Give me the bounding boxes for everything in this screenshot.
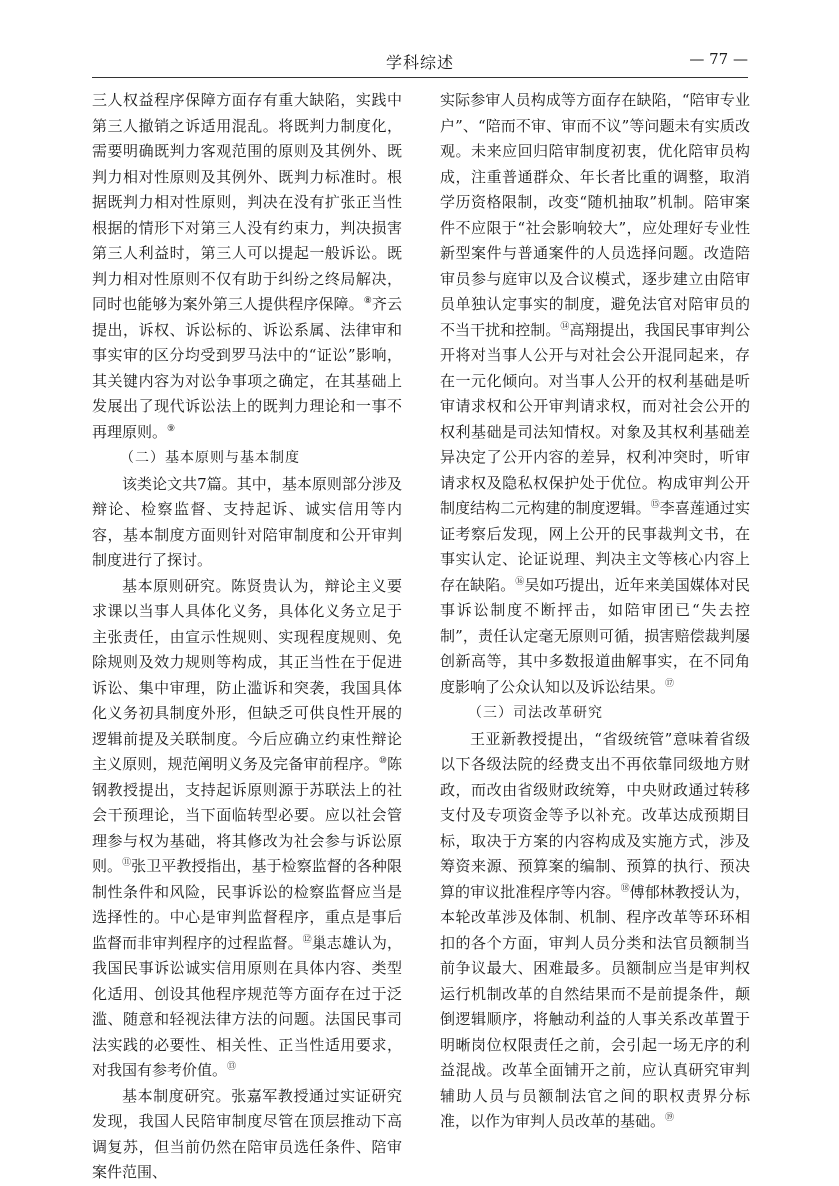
- section-heading: （三）司法改革研究: [468, 705, 603, 721]
- footnote-marker: ⑫: [302, 934, 312, 945]
- text-run: 基本制度研究。张嘉军教授通过实证研究发现，我国人民陪审制度尽管在顶层推动下高调复苏，但当前仍然在陪审员选任条件、陪审案件范围、: [92, 1086, 402, 1181]
- paragraph: [440, 88, 750, 700]
- text-run: 李喜莲通过实证考察后发现，网上公开的民事裁判文书，在事实认定、论证说理、判决主文等核心内容上存在缺陷。: [440, 499, 750, 594]
- footnote-marker: ⑪: [122, 858, 132, 868]
- text-run: 齐云提出，诉权、诉讼标的、诉讼系属、法律审和事实审的区分均受到罗马法中的“证讼”影响，其关键内容为对讼争事项之确定，在其基础上发展出了现代诉讼法上的既判力理论和一事不再理原则。: [92, 295, 402, 441]
- text-run: 该类论文共7篇。其中，基本原则部分涉及辩论、检察监督、支持起诉、诚实信用等内容，基本制度方面则针对陪审制度和公开审判制度进行了探讨。: [92, 474, 402, 569]
- footnote-marker: ⑰: [665, 678, 675, 689]
- paragraph: [92, 88, 402, 445]
- paragraph: [440, 727, 750, 1135]
- text-run: 三人权益程序保障方面存有重大缺陷，实践中第三人撤销之诉适用混乱。将既判力制度化，需要明确既判力客观范围的原则及其例外、既判力相对性原则及其例外、既判力标准时。根据既判力相对性原则，判决在没有扩张正当性根据的情形下对第三人没有约束力，判决损害第三人利益时，第三人可以提起一般诉讼。既判力相对性原则不仅有助于纠纷之终局解决，同时也能够为案外第三人提供程序保障。: [92, 91, 402, 313]
- footnote-marker: ⑮: [650, 500, 660, 510]
- text-run: 巢志雄认为，我国民事诉讼诚实信用原则在具体内容、类型化适用、创设其他程序规范等方面存在过于泛滥、随意和轻视法律方法的问题。法国民事司法实践的必要性、相关性、正当性适用要求，对我国有参考价值。: [92, 933, 402, 1079]
- text-run: 实际参审人员构成等方面存在缺陷，“陪审专业户”、“陪而不审、审而不议”等问题未有实质改观。未来应回归陪审制度初衷，优化陪审员构成，注重普通群众、年长者比重的调整，取消学历资格限制，改变“随机抽取”机制。陪审案件不应限于“社会影响较大”，应处理好专业性新型案件与普通案件的人员选择问题。改造陪审员参与庭审以及合议模式，逐步建立由陪审员单独认定事实的制度，避免法官对陪审员的不当干扰和控制。: [440, 91, 750, 339]
- text-run: 傅郁林教授认为，本轮改革涉及体制、机制、程序改革等环环相扣的各个方面，审判人员分类和法官员额制当前争议最大、困难最多。员额制应当是审判权运行机制改革的自然结果而不是前提条件，颠倒逻辑顺序，将触动利益的人事关系改革置于明晰岗位权限责任之前，会引起一场无序的利益混战。改革全面铺开之前，应认真研究审判辅助人员与员额制法官之间的职权责界分标准，以作为审判人员改革的基础。: [440, 882, 750, 1130]
- journal-section-title: 学科综述: [385, 53, 454, 72]
- text-run: 张卫平教授指出，基于检察监督的各种限制性条件和风险，民事诉讼的检察监督应当是选择性的。中心是审判监督程序，重点是事后监督而非审判程序的过程监督。: [92, 857, 402, 952]
- footnote-marker: ⑨: [167, 423, 176, 434]
- paragraph: [92, 472, 402, 574]
- paragraph: [92, 574, 402, 1084]
- footnote-marker: ⑱: [620, 883, 630, 894]
- section-heading: （二）基本原则与基本制度: [120, 450, 300, 466]
- footnote-marker: ⑩: [378, 756, 387, 766]
- left-column: [92, 88, 402, 1186]
- text-run: 基本原则研究。陈贤贵认为，辩论主义要求课以当事人具体化义务，具体化义务立足于主张责任，由宣示性规则、实现程度规则、免除规则及效力规则等构成，其正当性在于促进诉讼、集中审理，防止滥诉和突袭，我国具体化义务初具制度外形，但缺乏可供良性开展的逻辑前提及关联制度。今后应确立约束性辩论主义原则，规范阐明义务及完备审前程序。: [92, 576, 402, 773]
- footnote-marker: ⑯: [515, 576, 525, 587]
- text-run: 高翔提出，我国民事审判公开将对当事人公开与对社会公开混同起来，存在一元化倾向。对当事人公开的权利基础是听审请求权和公开审判请求权，而对社会公开的权利基础是司法知情权。对象及其权利基础差异决定了公开内容的差异，权利冲突时，听审请求权及隐私权保护处于优位。构成审判公开制度结构二元构建的制度逻辑。: [440, 320, 750, 517]
- text-run: 吴如巧提出，近年来美国媒体对民事诉讼制度不断抨击，如陪审团已“失去控制”，责任认定毫无原则可循，损害赔偿裁判屡创新高等，其中多数报道曲解事实，在不同角度影响了公众认知以及诉讼结果。: [440, 575, 750, 696]
- footnote-marker: ⑭: [560, 321, 570, 332]
- text-run: 陈钢教授提出，支持起诉原则源于苏联法上的社会干预理论，当下面临转型必要。应以社会管理参与权为基础，将其修改为社会参与诉讼原则。: [92, 755, 402, 875]
- header-rule: [92, 77, 748, 78]
- right-column: [440, 88, 750, 1135]
- running-header: [92, 50, 748, 74]
- footnote-marker: ⑧: [363, 296, 372, 306]
- text-run: 王亚新教授提出，“省级统管”意味着省级以下各级法院的经费支出不再依靠同级地方财政，而改由省级财政统筹，中央财政通过转移支付及专项资金等予以补充。改革达成预期目标，取决于方案的内容构成及实施方式，涉及筹资来源、预算案的编制、预算的执行、预决算的审议批准程序等内容。: [440, 729, 750, 901]
- footnote-marker: ⑲: [665, 1113, 675, 1123]
- footnote-marker: ⑬: [227, 1062, 237, 1072]
- page-number: — 77 —: [689, 50, 748, 68]
